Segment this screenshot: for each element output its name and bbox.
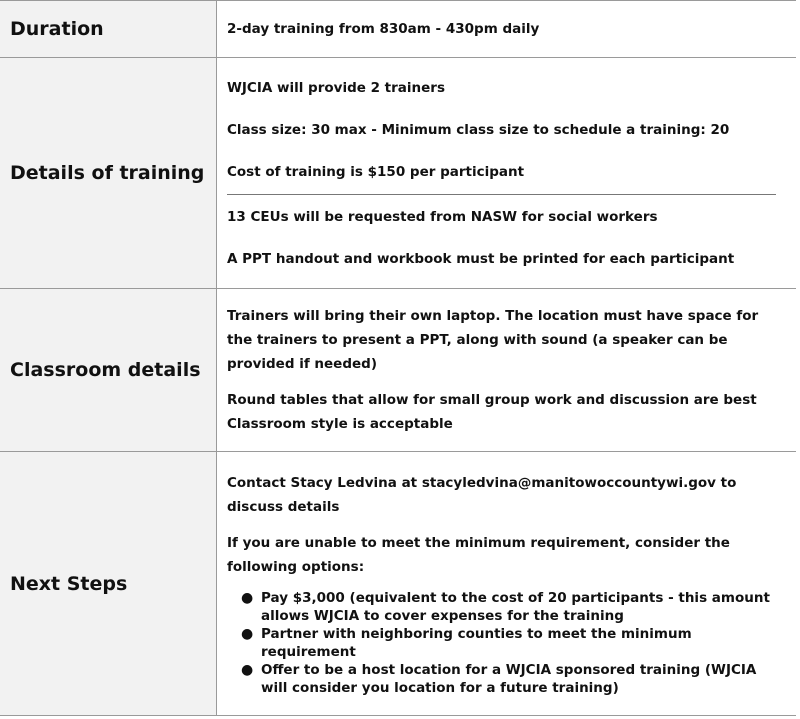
next-steps-content — [217, 452, 797, 716]
classroom-round-tables: Round tables that allow for small group work and discussion are best — [227, 392, 757, 408]
duration-row — [0, 1, 796, 58]
duration-content — [217, 1, 797, 58]
classroom-row — [0, 289, 796, 452]
option-item — [241, 661, 780, 697]
options-list — [227, 589, 780, 697]
details-label: Details of training — [0, 58, 217, 289]
details-handout: A PPT handout and workbook must be printed for each participant — [227, 250, 735, 267]
bullet-icon: ● — [241, 625, 254, 642]
details-trainers: WJCIA will provide 2 trainers — [227, 79, 445, 96]
next-steps-intro: If you are unable to meet the minimum requirement, consider the following options: — [227, 534, 730, 575]
duration-text: 2-day training from 830am - 430pm daily — [227, 21, 540, 37]
duration-label: Duration — [0, 1, 217, 58]
option-text: Offer to be a host location for a WJCIA sponsored training (WJCIA will consider you location for a future training) — [261, 661, 757, 696]
next-steps-label: Next Steps — [0, 452, 217, 716]
next-steps-row — [0, 452, 796, 716]
option-text: Pay $3,000 (equivalent to the cost of 20 participants - this amount allows WJCIA to cover expenses for the training — [261, 589, 770, 624]
classroom-content — [217, 289, 797, 452]
details-class-size: Class size: 30 max - Minimum class size to schedule a training: 20 — [227, 121, 730, 138]
details-ceus: 13 CEUs will be requested from NASW for social workers — [227, 208, 658, 225]
classroom-style: Classroom style is acceptable — [227, 416, 453, 432]
option-text: Partner with neighboring counties to meet the minimum requirement — [261, 625, 692, 660]
classroom-laptop: Trainers will bring their own laptop. The location must have space for the trainers to present a PPT, along with sound (a speaker can be provided if needed) — [227, 308, 759, 372]
bullet-icon: ● — [241, 589, 254, 606]
bullet-icon: ● — [241, 661, 254, 678]
details-divider — [227, 194, 776, 195]
details-row — [0, 58, 796, 289]
details-content — [217, 58, 797, 289]
option-item — [241, 625, 780, 661]
classroom-label: Classroom details — [0, 289, 217, 452]
next-steps-contact: Contact Stacy Ledvina at stacyledvina@manitowoccountywi.gov to discuss details — [227, 474, 737, 515]
details-cost: Cost of training is $150 per participant — [227, 163, 525, 180]
option-item — [241, 589, 780, 625]
